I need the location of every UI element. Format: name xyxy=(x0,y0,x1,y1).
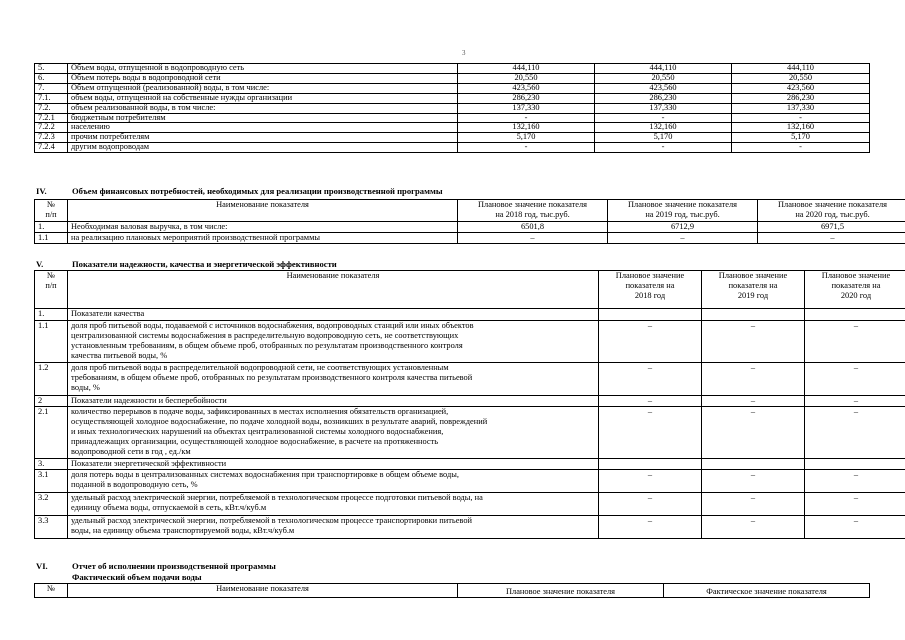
reliability-row xyxy=(35,516,905,539)
water-volume-cell-v2019: 444,110 xyxy=(595,64,732,74)
finance-cell-v2019: – xyxy=(608,233,758,244)
reliability-cell-v2018: – xyxy=(599,321,702,363)
water-volume-cell-v2018: 286,230 xyxy=(458,93,595,103)
water-volume-row xyxy=(35,64,870,74)
section-5-number: V. xyxy=(36,259,44,269)
water-volume-cell-v2019: 286,230 xyxy=(595,93,732,103)
water-volume-cell-num: 7.1. xyxy=(35,93,68,103)
reliability-cell-v2020 xyxy=(805,459,905,470)
reliability-header-2019: Плановое значение показателя на 2019 год xyxy=(702,271,805,309)
reliability-cell-v2020: – xyxy=(805,470,905,493)
water-volume-cell-v2018: - xyxy=(458,143,595,153)
reliability-cell-num: 1.2 xyxy=(35,363,68,396)
reliability-cell-name: доля проб питьевой воды в распределительной водопроводной сети, не соответствующих установленным требованиям, в общем объеме проб, отобранных по результатам производственного контроля качества питьевой воды, % xyxy=(68,363,599,396)
reliability-cell-v2020: – xyxy=(805,363,905,396)
water-volume-cell-name: прочим потребителям xyxy=(68,133,458,143)
reliability-cell-name: Показатели энергетической эффективности xyxy=(68,459,599,470)
water-volume-cell-v2020: - xyxy=(732,143,870,153)
finance-rows xyxy=(35,222,905,244)
reliability-cell-num: 3. xyxy=(35,459,68,470)
reliability-cell-v2020: – xyxy=(805,493,905,516)
reliability-cell-v2020: – xyxy=(805,516,905,539)
finance-cell-name: на реализацию плановых мероприятий производственной программы xyxy=(68,233,458,244)
water-volume-cell-v2020: 5,170 xyxy=(732,133,870,143)
reliability-cell-v2020: – xyxy=(805,321,905,363)
reliability-cell-v2019: – xyxy=(702,363,805,396)
page-marker: 3 xyxy=(462,49,466,57)
water-volume-cell-name: объем реализованной воды, в том числе: xyxy=(68,103,458,113)
water-volume-cell-v2019: 5,170 xyxy=(595,133,732,143)
water-volume-cell-v2020: 444,110 xyxy=(732,64,870,74)
water-volume-cell-v2020: 132,160 xyxy=(732,123,870,133)
finance-cell-v2019: 6712,9 xyxy=(608,222,758,233)
reliability-row xyxy=(35,309,905,321)
reliability-cell-v2019: – xyxy=(702,516,805,539)
reliability-header-2020: Плановое значение показателя на 2020 год xyxy=(805,271,905,309)
reliability-cell-name: доля проб питьевой воды, подаваемой с источников водоснабжения, водопроводных станций или иных объектов централизованной системы водоснабжения в распределительную водопроводную сеть, не соответствующих установленным требованиям, в общем объеме проб, отобранных по результатам производственного контроля качества питьевой воды, % xyxy=(68,321,599,363)
water-volume-cell-v2019: - xyxy=(595,143,732,153)
water-volume-cell-v2018: 444,110 xyxy=(458,64,595,74)
water-volume-cell-v2018: 5,170 xyxy=(458,133,595,143)
water-volume-cell-v2020: 20,550 xyxy=(732,73,870,83)
water-volume-cell-v2019: 137,330 xyxy=(595,103,732,113)
finance-row xyxy=(35,233,905,244)
section-4-title: Объем финансовых потребностей, необходимых для реализации производственной программы xyxy=(72,186,443,196)
reliability-cell-v2019: – xyxy=(702,407,805,459)
water-volume-row xyxy=(35,93,870,103)
water-volume-cell-v2019: - xyxy=(595,113,732,123)
water-volume-cell-v2019: 20,550 xyxy=(595,73,732,83)
water-volume-cell-num: 7.2.4 xyxy=(35,143,68,153)
section-6-subtitle: Фактический объем подачи воды xyxy=(72,572,202,582)
reliability-cell-v2018: – xyxy=(599,493,702,516)
report-table xyxy=(34,583,870,598)
section-6-number: VI. xyxy=(36,561,48,571)
report-header-fact: Фактическое значение показателя xyxy=(664,584,870,598)
finance-cell-num: 1. xyxy=(35,222,68,233)
section-6-title: Отчет об исполнении производственной программы xyxy=(72,561,276,571)
water-volume-row xyxy=(35,113,870,123)
reliability-row xyxy=(35,407,905,459)
finance-cell-v2018: 6501,8 xyxy=(458,222,608,233)
report-header-name: Наименование показателя xyxy=(68,584,458,598)
finance-cell-v2018: – xyxy=(458,233,608,244)
reliability-cell-v2019: – xyxy=(702,470,805,493)
reliability-cell-v2018: – xyxy=(599,407,702,459)
water-volume-cell-v2020: 137,330 xyxy=(732,103,870,113)
reliability-cell-v2019: – xyxy=(702,321,805,363)
reliability-cell-v2018: – xyxy=(599,470,702,493)
water-volume-cell-v2019: 132,160 xyxy=(595,123,732,133)
reliability-cell-num: 1. xyxy=(35,309,68,321)
water-volume-cell-name: Объем воды, отпущенной в водопроводную сеть xyxy=(68,64,458,74)
water-volume-row xyxy=(35,133,870,143)
section-5-title: Показатели надежности, качества и энергетической эффективности xyxy=(72,259,337,269)
reliability-cell-v2019: – xyxy=(702,493,805,516)
water-volume-cell-num: 7. xyxy=(35,83,68,93)
reliability-row xyxy=(35,396,905,407)
water-volume-cell-v2020: 286,230 xyxy=(732,93,870,103)
reliability-cell-v2019: – xyxy=(702,396,805,407)
water-volume-cell-v2018: 137,330 xyxy=(458,103,595,113)
water-volume-cell-name: Объем потерь воды в водопроводной сети xyxy=(68,73,458,83)
reliability-cell-v2018: – xyxy=(599,516,702,539)
report-header-plan: Плановое значение показателя xyxy=(458,584,664,598)
reliability-table xyxy=(34,270,905,539)
finance-cell-name: Необходимая валовая выручка, в том числе: xyxy=(68,222,458,233)
water-volume-row xyxy=(35,103,870,113)
reliability-row xyxy=(35,321,905,363)
water-volume-cell-num: 7.2.2 xyxy=(35,123,68,133)
reliability-cell-name: количество перерывов в подаче воды, зафиксированных в местах исполнения обязательств организацией, осуществляющей холодное водоснабжение, по подаче холодной воды, возникших в результате аварий, повреждений и иных технологических нарушений на объектах централизованной системы холодного водоснабжения, принадлежащих организации, осуществляющей холодное водоснабжение, в расчете на протяженность водопроводной сети в год , ед./км xyxy=(68,407,599,459)
finance-cell-num: 1.1 xyxy=(35,233,68,244)
water-volume-cell-num: 7.2. xyxy=(35,103,68,113)
reliability-header-name: Наименование показателя xyxy=(68,271,599,309)
reliability-cell-num: 3.2 xyxy=(35,493,68,516)
reliability-cell-v2020: – xyxy=(805,407,905,459)
reliability-row xyxy=(35,493,905,516)
section-6-heading xyxy=(36,561,276,571)
finance-row xyxy=(35,222,905,233)
section-4-heading xyxy=(36,186,443,196)
finance-table xyxy=(34,199,905,244)
water-volume-cell-num: 7.2.3 xyxy=(35,133,68,143)
section-4-number: IV. xyxy=(36,186,47,196)
reliability-cell-v2020: – xyxy=(805,396,905,407)
water-volume-cell-name: другим водопроводам xyxy=(68,143,458,153)
reliability-cell-v2018: – xyxy=(599,396,702,407)
water-volume-cell-v2019: 423,560 xyxy=(595,83,732,93)
finance-header-2019: Плановое значение показателя на 2019 год, тыс.руб. xyxy=(608,200,758,222)
reliability-row xyxy=(35,363,905,396)
reliability-cell-num: 1.1 xyxy=(35,321,68,363)
water-volume-cell-v2018: - xyxy=(458,113,595,123)
reliability-cell-v2019 xyxy=(702,459,805,470)
reliability-cell-v2020 xyxy=(805,309,905,321)
reliability-cell-name: удельный расход электрической энергии, потребляемой в технологическом процессе транспортировки питьевой воды, на единицу объема транспортируемой воды, кВт.ч/куб.м xyxy=(68,516,599,539)
reliability-cell-num: 3.3 xyxy=(35,516,68,539)
reliability-header-2018: Плановое значение показателя на 2018 год xyxy=(599,271,702,309)
water-volume-row xyxy=(35,123,870,133)
water-volume-cell-name: Объем отпущенной (реализованной) воды, в том числе: xyxy=(68,83,458,93)
water-volume-cell-v2020: - xyxy=(732,113,870,123)
water-volume-row xyxy=(35,73,870,83)
reliability-rows xyxy=(35,309,905,539)
water-volume-cell-name: бюджетным потребителям xyxy=(68,113,458,123)
finance-header-name: Наименование показателя xyxy=(68,200,458,222)
reliability-cell-name: удельный расход электрической энергии, потребляемой в технологическом процессе подготовки питьевой воды, на единицу объема воды, отпускаемой в сеть, кВт.ч/куб.м xyxy=(68,493,599,516)
section-5-heading xyxy=(36,259,337,269)
report-header-num: № xyxy=(35,584,68,598)
reliability-cell-v2018 xyxy=(599,459,702,470)
water-volume-cell-num: 5. xyxy=(35,64,68,74)
reliability-cell-name: доля потерь воды в централизованных системах водоснабжения при транспортировке в общем объеме воды, поданной в водопроводную сеть, % xyxy=(68,470,599,493)
water-volume-cell-num: 7.2.1 xyxy=(35,113,68,123)
water-volume-cell-name: объем воды, отпущенной на собственные нужды организации xyxy=(68,93,458,103)
reliability-row xyxy=(35,459,905,470)
water-volume-cell-num: 6. xyxy=(35,73,68,83)
water-volume-cell-v2018: 423,560 xyxy=(458,83,595,93)
reliability-cell-num: 2 xyxy=(35,396,68,407)
reliability-cell-num: 3.1 xyxy=(35,470,68,493)
finance-header-2018: Плановое значение показателя на 2018 год, тыс.руб. xyxy=(458,200,608,222)
reliability-cell-v2018 xyxy=(599,309,702,321)
water-volume-cell-v2020: 423,560 xyxy=(732,83,870,93)
water-volume-rows xyxy=(35,64,870,153)
reliability-header-num: № п/п xyxy=(35,271,68,309)
water-volume-cell-name: населению xyxy=(68,123,458,133)
finance-cell-v2020: 6971,5 xyxy=(758,222,905,233)
water-volume-cell-v2018: 132,160 xyxy=(458,123,595,133)
finance-header-2020: Плановое значение показателя на 2020 год, тыс.руб. xyxy=(758,200,905,222)
water-volume-table xyxy=(34,63,870,153)
water-volume-row xyxy=(35,83,870,93)
finance-header-num: № п/п xyxy=(35,200,68,222)
water-volume-row xyxy=(35,143,870,153)
reliability-cell-v2018: – xyxy=(599,363,702,396)
reliability-cell-num: 2.1 xyxy=(35,407,68,459)
reliability-cell-name: Показатели качества xyxy=(68,309,599,321)
finance-cell-v2020: – xyxy=(758,233,905,244)
reliability-cell-v2019 xyxy=(702,309,805,321)
water-volume-cell-v2018: 20,550 xyxy=(458,73,595,83)
reliability-row xyxy=(35,470,905,493)
reliability-cell-name: Показатели надежности и бесперебойности xyxy=(68,396,599,407)
